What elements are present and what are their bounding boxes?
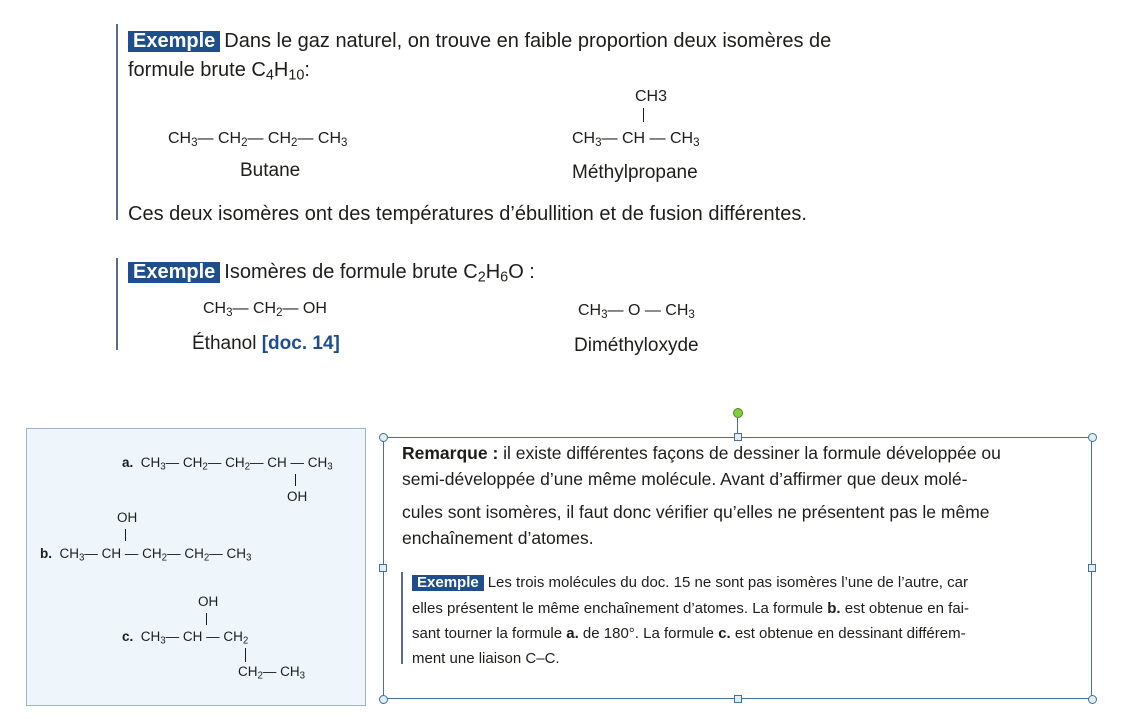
remarque-example-line2: elles présentent le même enchaînement d’atomes. La formule b. est obtenue en fai- (412, 600, 970, 617)
bond-line (125, 529, 126, 541)
bond-line (643, 108, 644, 122)
remarque-example-line4: ment une liaison C–C. (412, 650, 560, 667)
bond-line (206, 613, 207, 625)
example1-intro-line2: formule brute $C_4H_{10}$: (128, 59, 310, 84)
dimethyloxyde-formula: $CH_3—$ O — $CH_3$ (578, 302, 695, 321)
remarque-example-line1: Exemple Les trois molécules du doc. 15 ne sont pas isomères l’une de l’autre, car (412, 571, 968, 594)
example-badge: Exemple (128, 31, 220, 52)
example1-intro-line1: Exemple Dans le gaz naturel, on trouve en faible proportion deux isomères de (128, 27, 831, 55)
dimethyloxyde-name: Diméthyloxyde (574, 335, 699, 356)
molecule-a-oh: OH (287, 489, 308, 504)
example-badge: Exemple (128, 262, 220, 283)
molecule-a: a. $CH_3—$ $CH_2—$ $CH_2—$ CH — $CH_3$ (122, 455, 333, 473)
resize-handle-bottom[interactable] (734, 695, 742, 703)
molecule-b: b. $CH_3—$ CH — $CH_2—$ $CH_2—$ $CH_3$ (40, 546, 252, 564)
example1-left-rule (116, 24, 118, 220)
resize-handle-top-right[interactable] (1088, 433, 1097, 442)
example2-title: Exemple Isomères de formule brute $C_2H_6O$ : (128, 258, 535, 286)
molecule-c-oh: OH (198, 594, 219, 609)
remarque-line2: semi-développée d’une même molécule. Avant d’affirmer que deux molé- (402, 469, 968, 489)
remarque-example-line3: sant tourner la formule a. de 180°. La formule c. est obtenue en dessinant différem- (412, 625, 966, 642)
resize-handle-right[interactable] (1088, 564, 1096, 572)
example-badge: Exemple (412, 575, 484, 591)
butane-formula: $CH_3—$ $CH_2—$ $CH_2—$ $CH_3$ (168, 130, 348, 149)
bond-line (295, 474, 296, 486)
methylpropane-name: Méthylpropane (572, 162, 698, 183)
remarque-label: Remarque : (402, 443, 499, 463)
molecule-b-oh: OH (117, 510, 138, 525)
example1-conclusion: Ces deux isomères ont des températures d’ébullition et de fusion différentes. (128, 203, 807, 225)
ethanol-name: Éthanol [doc. 14] (192, 333, 340, 354)
remarque-line1: Remarque : il existe différentes façons de dessiner la formule développée ou (402, 443, 1001, 463)
doc14-link[interactable]: [doc. 14] (261, 333, 340, 354)
example2-left-rule (116, 258, 118, 350)
methylpropane-branch: CH3 (635, 88, 668, 105)
remarque-example-left-rule (401, 572, 403, 664)
methylpropane-formula: $CH_3—$ CH — $CH_3$ (572, 130, 700, 149)
resize-handle-bottom-right[interactable] (1088, 695, 1097, 704)
resize-handle-left[interactable] (379, 564, 387, 572)
rotate-handle[interactable] (733, 408, 743, 418)
butane-name: Butane (240, 160, 301, 181)
remarque-line4: enchaînement d’atomes. (402, 528, 594, 548)
molecule-c: c. $CH_3—$ CH — $CH_2$ (122, 629, 249, 647)
resize-handle-top-left[interactable] (379, 433, 388, 442)
molecule-c-tail: $CH_2—$ $CH_3$ (238, 664, 306, 682)
resize-handle-bottom-left[interactable] (379, 695, 388, 704)
remarque-line3: cules sont isomères, il faut donc vérifier qu’elles ne présentent pas le même (402, 502, 990, 522)
bond-line (245, 648, 246, 662)
rotate-handle-stem (737, 418, 738, 433)
ethanol-formula: $CH_3—$ $CH_2—$ OH (203, 300, 327, 319)
